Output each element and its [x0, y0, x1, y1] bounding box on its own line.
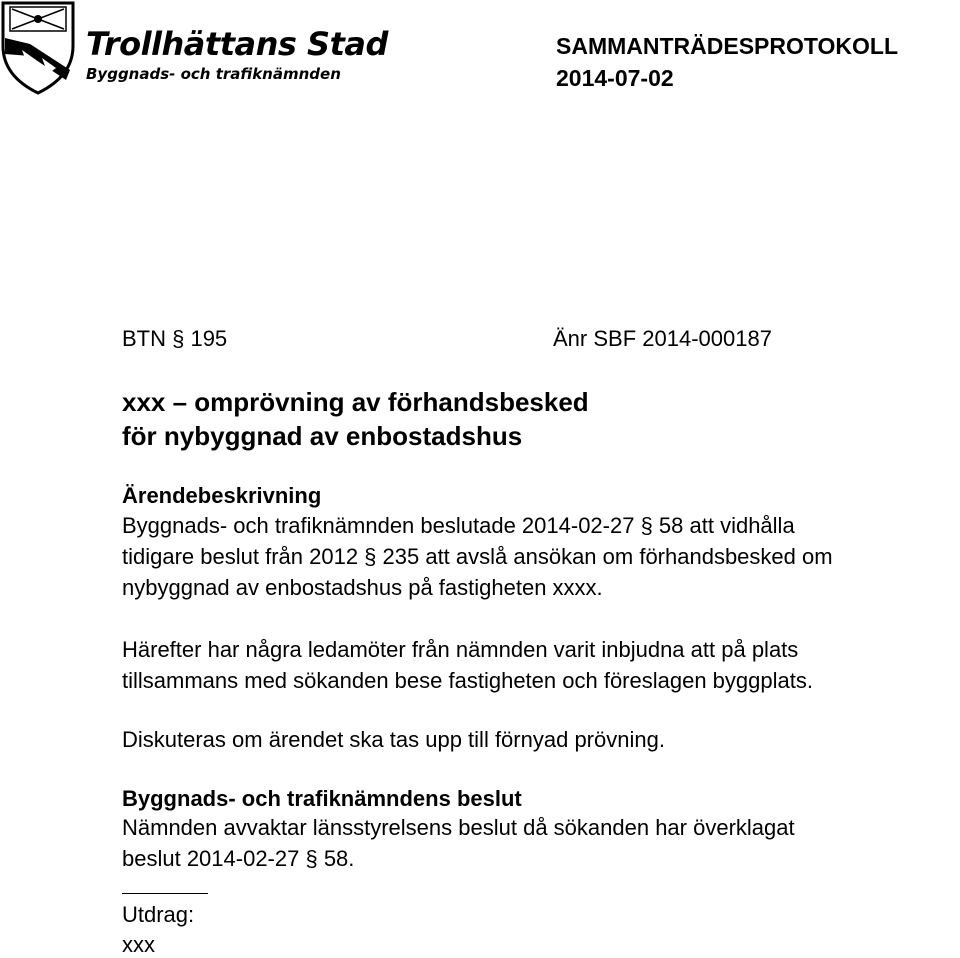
description-paragraph-1	[122, 510, 833, 603]
case-number: Änr SBF 2014-000187	[553, 326, 772, 351]
case-title	[122, 385, 589, 453]
case-title-line-1: xxx – omprövning av förhandsbesked	[122, 387, 589, 417]
paragraph-reference: BTN § 195	[122, 326, 228, 351]
document-title: SAMMANTRÄDESPROTOKOLL	[556, 33, 899, 59]
text-line: Byggnads- och trafiknämnden beslutade 2014-02-27 § 58 att vidhålla	[122, 513, 795, 538]
description-heading: Ärendebeskrivning	[122, 483, 322, 508]
text-line: nybyggnad av enbostadshus på fastigheten xxxx.	[122, 575, 603, 600]
text-line: Nämnden avvaktar länsstyrelsens beslut då sökanden har överklagat	[122, 815, 795, 840]
extract-label: Utdrag:	[122, 902, 195, 927]
coat-of-arms-icon	[0, 0, 76, 96]
extract-recipient: xxx	[122, 932, 155, 957]
org-subtitle: Byggnads- och trafiknämnden	[86, 65, 341, 83]
text-line: Härefter har några ledamöter från nämnden varit inbjudna att på plats	[122, 637, 799, 662]
decision-heading: Byggnads- och trafiknämndens beslut	[122, 786, 522, 811]
decision-text	[122, 812, 795, 874]
description-paragraph-2	[122, 634, 813, 696]
org-name: Trollhättans Stad	[86, 25, 388, 63]
document-date: 2014-07-02	[556, 65, 674, 91]
text-line: tillsammans med sökanden bese fastigheten och föreslagen byggplats.	[122, 668, 813, 693]
description-paragraph-3: Diskuteras om ärendet ska tas upp till förnyad prövning.	[122, 727, 665, 752]
divider-line	[122, 893, 208, 894]
text-line: beslut 2014-02-27 § 58.	[122, 846, 355, 871]
text-line: tidigare beslut från 2012 § 235 att avslå ansökan om förhandsbesked om	[122, 544, 833, 569]
case-title-line-2: för nybyggnad av enbostadshus	[122, 421, 523, 451]
